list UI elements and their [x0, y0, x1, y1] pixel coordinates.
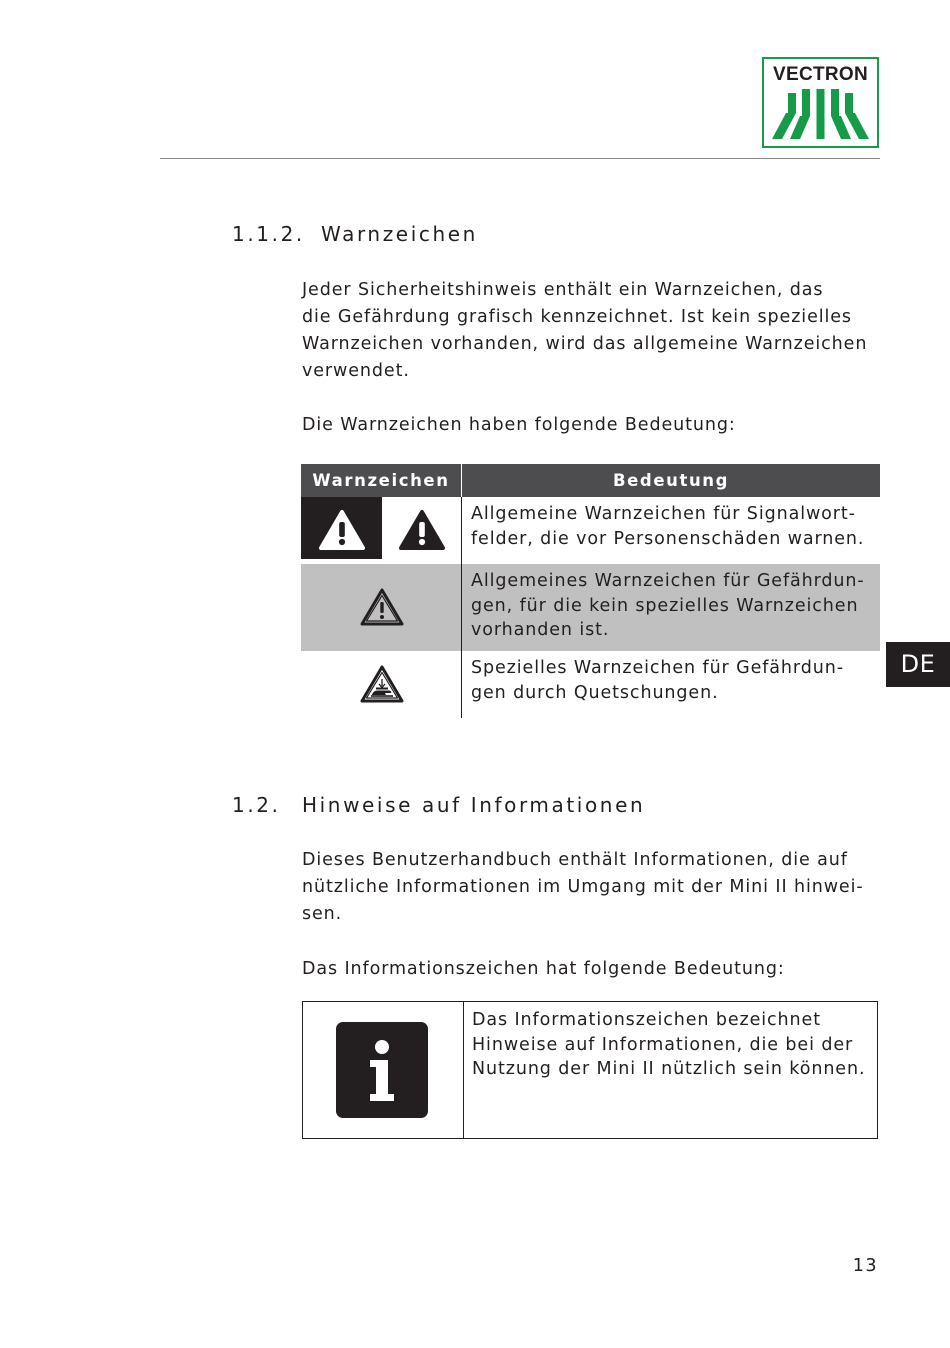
meaning-cell: [464, 1002, 878, 1139]
paragraph-line: Das Informationszeichen hat folgende Bedeutung:: [302, 959, 785, 979]
meaning-line: Nutzung der Mini II nützlich sein können.: [472, 1059, 866, 1079]
table-row: [301, 564, 880, 651]
column-header-bedeutung: Bedeutung: [462, 464, 881, 497]
language-tab: DE: [886, 642, 950, 687]
section-number: 1.2.: [232, 793, 281, 817]
symbol-cell: [301, 497, 462, 564]
logo-emblem: [772, 89, 869, 139]
paragraph-line: sen.: [302, 904, 343, 924]
warn-intro-paragraph: [302, 277, 867, 385]
section-title: Hinweise auf Informationen: [302, 793, 646, 817]
column-header-warnzeichen: Warnzeichen: [301, 464, 462, 497]
section-heading-informationen: [232, 793, 645, 817]
paragraph-line: Dieses Benutzerhandbuch enthält Informationen, die auf: [302, 850, 848, 870]
page-number: 13: [852, 1256, 878, 1276]
meaning-line: Spezielles Warnzeichen für Gefährdun-: [471, 658, 844, 678]
meaning-cell: [462, 564, 881, 651]
paragraph-line: Jeder Sicherheitshinweis enthält ein Warnzeichen, das: [302, 280, 824, 300]
vectron-logo: [762, 57, 879, 148]
table-row: [301, 497, 880, 564]
meaning-cell: [462, 651, 881, 718]
meaning-line: vorhanden ist.: [471, 620, 610, 640]
meaning-line: felder, die vor Personenschäden warnen.: [471, 528, 865, 549]
symbol-cell: [301, 564, 462, 651]
meaning-line: Hinweise auf Informationen, die bei der: [472, 1034, 854, 1055]
warning-triangle-inverted-icon: [318, 509, 366, 551]
info-intro-paragraph: [302, 847, 864, 928]
table-row: [301, 651, 880, 718]
section-title: Warnzeichen: [321, 222, 478, 246]
table-header-row: [301, 464, 880, 497]
crush-hazard-icon: [359, 664, 405, 704]
paragraph-line: Warnzeichen vorhanden, wird das allgemeine Warnzeichen: [302, 334, 868, 354]
info-meaning-intro: [302, 956, 785, 983]
logo-text: VECTRON: [773, 64, 868, 85]
section-number: 1.1.2.: [232, 222, 305, 246]
paragraph-line: die Gefährdung grafisch kennzeichnet. Ist kein spezielles: [302, 307, 852, 327]
meaning-line: gen, für die kein spezielles Warnzeichen: [471, 595, 859, 616]
warning-signs-table: [301, 464, 880, 718]
table-row: [303, 1002, 878, 1139]
header-rule: [160, 158, 880, 159]
section-heading-warnzeichen: [232, 222, 478, 246]
meaning-line: gen durch Quetschungen.: [471, 682, 719, 703]
warning-triangle-filled-icon: [398, 509, 446, 551]
paragraph-line: nützliche Informationen im Umgang mit der Mini II hinwei-: [302, 877, 864, 897]
meaning-cell: [462, 497, 881, 564]
paragraph-line: verwendet.: [302, 361, 410, 381]
information-icon: [336, 1022, 428, 1118]
paragraph-line: Die Warnzeichen haben folgende Bedeutung:: [302, 415, 736, 435]
warn-meaning-intro: [302, 412, 736, 439]
symbol-cell: [301, 651, 462, 718]
meaning-line: Allgemeine Warnzeichen für Signalwort-: [471, 504, 856, 524]
warning-triangle-outline-icon: [359, 587, 405, 627]
meaning-line: Das Informationszeichen bezeichnet: [472, 1010, 821, 1030]
information-sign-table: [302, 1001, 878, 1139]
symbol-cell: [303, 1002, 464, 1139]
meaning-line: Allgemeines Warnzeichen für Gefährdun-: [471, 571, 865, 591]
